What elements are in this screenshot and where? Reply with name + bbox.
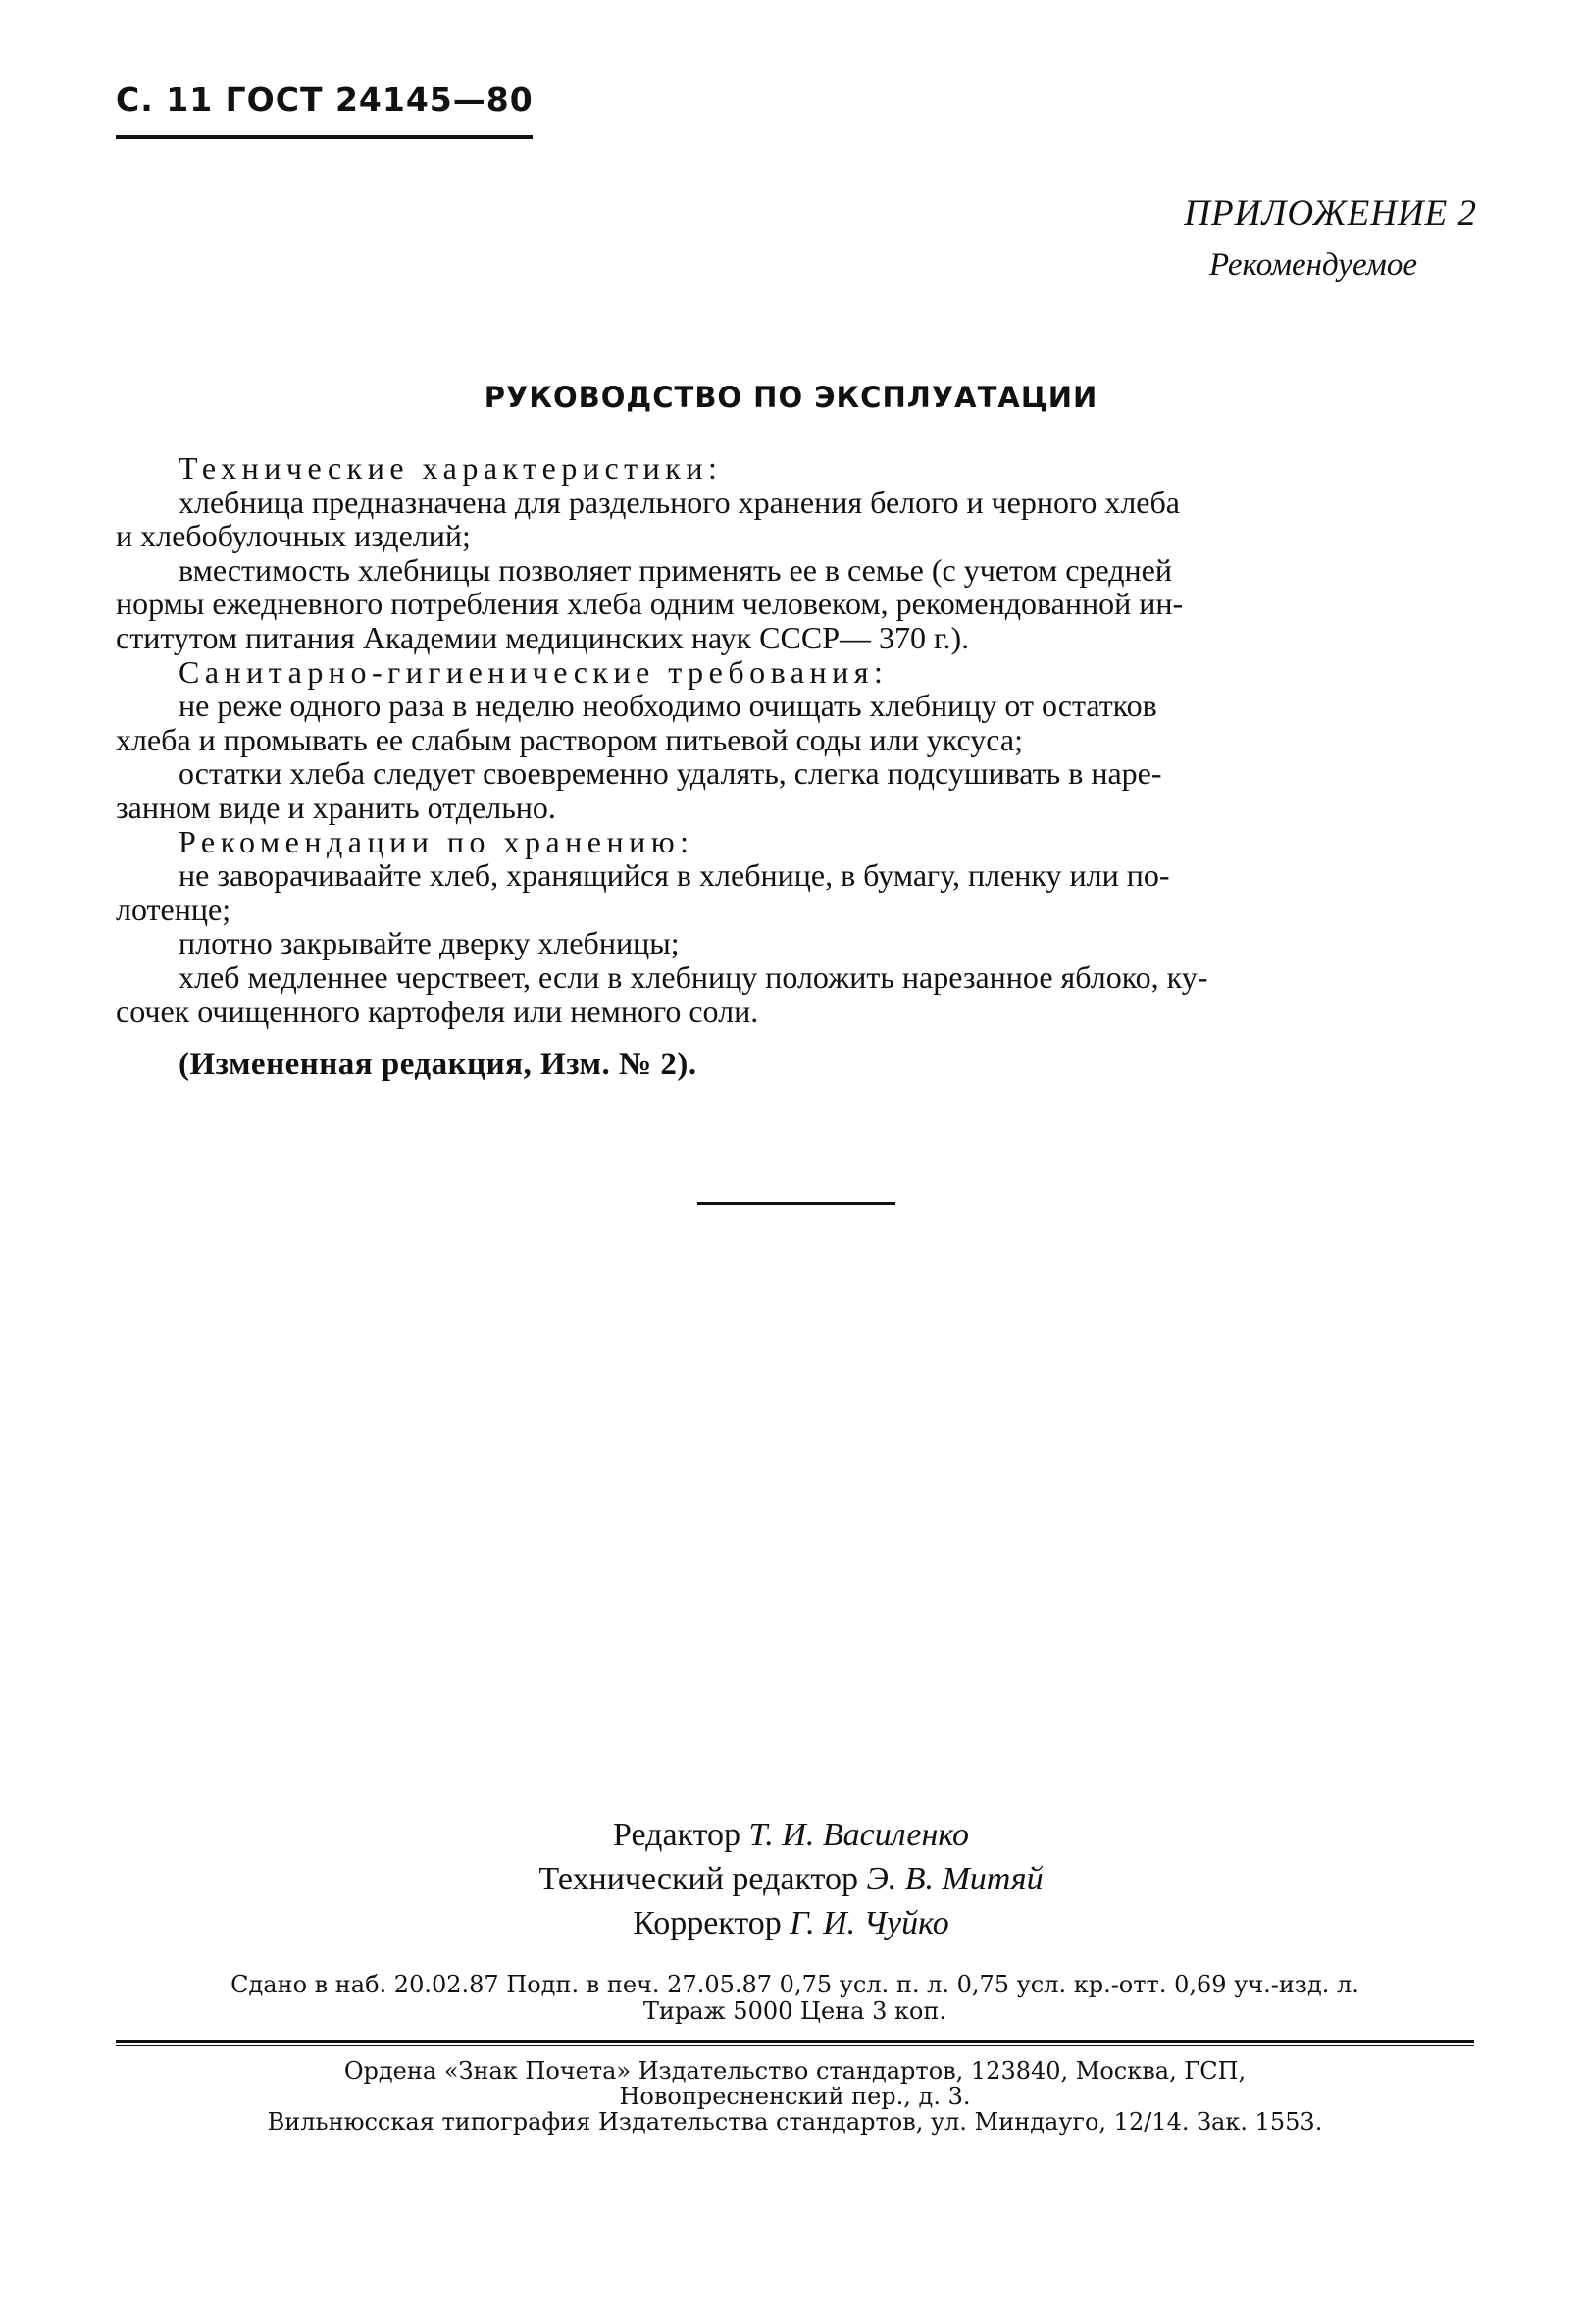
- printer-line: Ордена «Знак Почета» Издательство стандартов, 123840, Москва, ГСП,: [343, 2057, 1247, 2085]
- body-line: хлеб медленнее черствеет, если в хлебницу положить нарезанное яблоко, ку-: [179, 958, 1208, 995]
- body-line: вместимость хлебницы позволяет применять ее в семье (с учетом средней: [179, 551, 1172, 588]
- footer-rule: [116, 2040, 1474, 2043]
- appendix-title: ПРИЛОЖЕНИЕ 2: [1184, 193, 1477, 233]
- body-line: сочек очищенного картофеля или немного соли.: [116, 993, 759, 1029]
- section-heading-technical: Технические характеристики:: [179, 450, 723, 486]
- body-line: ститутом питания Академии медицинских наук СССР— 370 г.).: [116, 619, 970, 655]
- body-line: не заворачиваайте хлеб, хранящийся в хлебнице, в бумагу, пленку или по-: [179, 857, 1170, 894]
- tech-editor-line: [0, 1857, 1582, 1901]
- proofreader-name: Г. И. Чуйко: [790, 1905, 949, 1941]
- printer-line: Новопресненский пер., д. 3.: [619, 2083, 971, 2110]
- body-line: лотенце;: [116, 891, 231, 927]
- footer-rule-thin: [116, 2045, 1474, 2046]
- document-title: РУКОВОДСТВО ПО ЭКСПЛУАТАЦИИ: [484, 381, 1098, 414]
- header-rule: [116, 135, 533, 139]
- editor-label: Редактор: [613, 1817, 741, 1853]
- amendment-note: (Измененная редакция, Изм. № 2).: [179, 1047, 697, 1083]
- printer-line: Вильнюсская типография Издательства стандартов, ул. Миндауго, 12/14. Зак. 1553.: [267, 2108, 1323, 2136]
- body-line: занном виде и хранить отдельно.: [116, 789, 556, 825]
- tech-editor-label: Технический редактор: [538, 1861, 858, 1897]
- section-heading-sanitary: Санитарно-гигиенические требования:: [179, 653, 889, 690]
- imprint-line: Тираж 5000 Цена 3 коп.: [642, 1997, 947, 2025]
- body-line: и хлебобулочных изделий;: [116, 518, 471, 554]
- body-line: остатки хлеба следует своевременно удалять, слегка подсушивать в наре-: [179, 755, 1162, 792]
- imprint-line: Сдано в наб. 20.02.87 Подп. в печ. 27.05.87 0,75 усл. п. л. 0,75 усл. кр.-отт. 0,69 уч.-изд. л.: [230, 1971, 1359, 1998]
- proofreader-line: [0, 1901, 1582, 1945]
- imprint-block: [116, 1972, 1474, 2025]
- body-line: хлеба и промывать ее слабым раствором питьевой соды или уксуса;: [116, 721, 1023, 757]
- document-body: [116, 451, 1474, 1082]
- body-line: нормы ежедневного потребления хлеба одним человеком, рекомендованной ин-: [116, 586, 1184, 622]
- section-heading-storage: Рекомендации по хранению:: [179, 823, 694, 859]
- proofreader-label: Корректор: [633, 1905, 782, 1941]
- body-line: плотно закрывайте дверку хлебницы;: [179, 925, 680, 961]
- credits-block: [0, 1813, 1582, 1945]
- printer-block: [116, 2058, 1474, 2135]
- tech-editor-name: Э. В. Митяй: [866, 1861, 1044, 1897]
- body-line: хлебница предназначена для раздельного хранения белого и черного хлеба: [179, 484, 1180, 520]
- editor-line: [0, 1813, 1582, 1857]
- page-header: С. 11 ГОСТ 24145—80: [116, 80, 534, 119]
- editor-name: Т. И. Василенко: [748, 1817, 969, 1853]
- appendix-status: Рекомендуемое: [1208, 247, 1417, 283]
- body-line: не реже одного раза в неделю необходимо очищать хлебницу от остатков: [179, 688, 1157, 724]
- section-separator: [697, 1202, 895, 1205]
